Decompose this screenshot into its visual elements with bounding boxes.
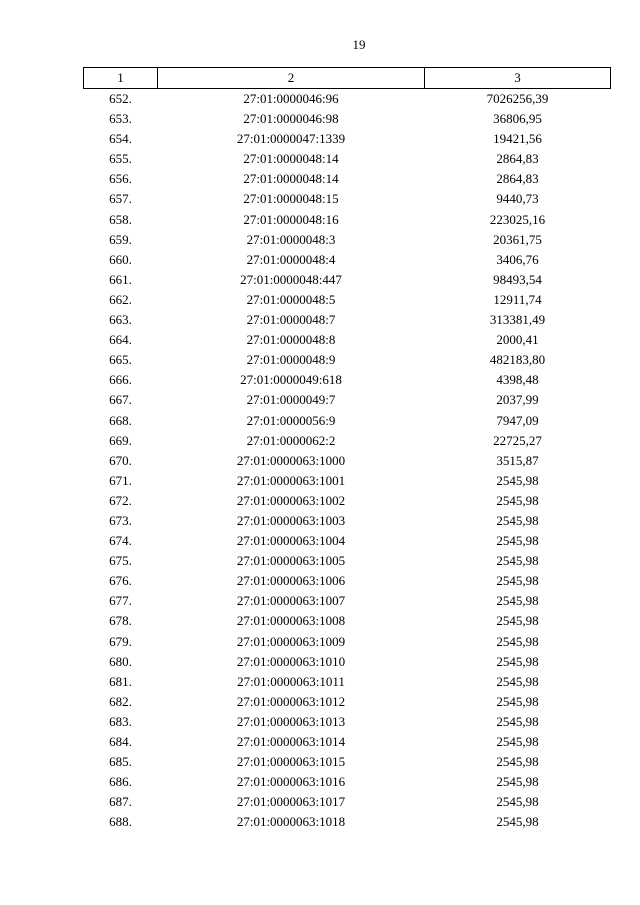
- row-number-cell: 687.: [109, 794, 132, 810]
- row-number-cell: 668.: [109, 412, 132, 428]
- cadastral-number-cell: 27:01:0000063:1003: [236, 512, 346, 528]
- row-number-cell: 679.: [109, 633, 132, 649]
- table-row: [84, 270, 611, 290]
- value-cell: 2545,98: [496, 774, 539, 790]
- table-row: [84, 109, 611, 129]
- table-row: [84, 611, 611, 631]
- table-row: [84, 431, 611, 451]
- cadastral-number-cell: 27:01:0000048:3: [246, 231, 336, 247]
- table-row: [84, 290, 611, 310]
- row-number-cell: 669.: [109, 432, 132, 448]
- value-cell: 2545,98: [496, 653, 539, 669]
- value-cell: 2545,98: [496, 633, 539, 649]
- table-row: [84, 129, 611, 149]
- row-number-cell: 672.: [109, 492, 132, 508]
- table-row: [84, 531, 611, 551]
- row-number-cell: 657.: [109, 191, 132, 207]
- cadastral-number-cell: 27:01:0000062:2: [246, 432, 336, 448]
- value-cell: 2545,98: [496, 693, 539, 709]
- row-number-cell: 652.: [109, 91, 132, 106]
- table-row: [84, 712, 611, 732]
- row-number-cell: 674.: [109, 533, 132, 549]
- table-row: [84, 370, 611, 390]
- row-number-cell: 664.: [109, 332, 132, 348]
- cadastral-number-cell: 27:01:0000048:16: [243, 211, 339, 227]
- table-body: [84, 89, 611, 833]
- row-number-cell: 681.: [109, 673, 132, 689]
- cadastral-number-cell: 27:01:0000048:15: [243, 191, 339, 207]
- cadastral-number-cell: 27:01:0000056:9: [246, 412, 336, 428]
- cadastral-number-cell: 27:01:0000046:96: [243, 91, 339, 106]
- row-number-cell: 675.: [109, 553, 132, 569]
- row-number-cell: 667.: [109, 392, 132, 408]
- table-row: [84, 89, 611, 110]
- cadastral-number-cell: 27:01:0000048:4: [246, 251, 336, 267]
- table-row: [84, 692, 611, 712]
- table-row: [84, 471, 611, 491]
- cadastral-number-cell: 27:01:0000063:1018: [236, 814, 346, 830]
- value-cell: 2545,98: [496, 512, 539, 528]
- value-cell: 482183,80: [489, 352, 546, 368]
- cadastral-number-cell: 27:01:0000049:618: [240, 372, 342, 388]
- value-cell: 2864,83: [496, 151, 539, 167]
- row-number-cell: 653.: [109, 111, 132, 127]
- value-cell: 20361,75: [493, 231, 542, 247]
- value-cell: 7026256,39: [486, 91, 549, 106]
- row-number-cell: 670.: [109, 452, 132, 468]
- cadastral-number-cell: 27:01:0000063:1011: [237, 673, 345, 689]
- cadastral-number-cell: 27:01:0000048:447: [240, 271, 342, 287]
- value-cell: 2545,98: [496, 814, 539, 830]
- table-row: [84, 491, 611, 511]
- value-cell: 9440,73: [496, 191, 539, 207]
- row-number-cell: 658.: [109, 211, 132, 227]
- table-row: [84, 350, 611, 370]
- row-number-cell: 673.: [109, 512, 132, 528]
- row-number-cell: 677.: [109, 593, 132, 609]
- value-cell: 2545,98: [496, 754, 539, 770]
- cadastral-number-cell: 27:01:0000063:1016: [236, 774, 346, 790]
- cadastral-number-cell: 27:01:0000063:1000: [236, 452, 346, 468]
- value-cell: 2545,98: [496, 492, 539, 508]
- row-number-cell: 684.: [109, 734, 132, 749]
- value-cell: 4398,48: [496, 372, 539, 388]
- value-cell: 2037,99: [496, 392, 539, 408]
- table-header: [84, 68, 611, 89]
- value-cell: 2545,98: [496, 794, 539, 810]
- cadastral-number-cell: 27:01:0000049:7: [246, 392, 336, 408]
- value-cell: 313381,49: [489, 312, 546, 328]
- value-cell: 2545,98: [496, 593, 539, 609]
- value-cell: 22725,27: [493, 432, 542, 448]
- row-number-cell: 686.: [109, 774, 132, 790]
- cadastral-number-cell: 27:01:0000063:1012: [236, 693, 346, 709]
- table-row: [84, 672, 611, 692]
- page-number: 19: [352, 37, 366, 52]
- value-cell: 19421,56: [493, 131, 542, 147]
- cadastral-number-cell: 27:01:0000063:1002: [236, 492, 346, 508]
- value-cell: 36806,95: [493, 111, 542, 127]
- row-number-cell: 655.: [109, 151, 132, 167]
- cadastral-number-cell: 27:01:0000048:8: [246, 332, 336, 348]
- value-cell: 2545,98: [496, 573, 539, 589]
- row-number-cell: 661.: [109, 271, 132, 287]
- table-row: [84, 571, 611, 591]
- row-number-cell: 662.: [109, 291, 132, 307]
- cadastral-number-cell: 27:01:0000047:1339: [236, 131, 346, 147]
- table-row: [84, 390, 611, 410]
- row-number-cell: 671.: [109, 472, 132, 488]
- table-row: [84, 652, 611, 672]
- value-cell: 2545,98: [496, 713, 539, 729]
- value-cell: 2864,83: [496, 171, 539, 187]
- cadastral-number-cell: 27:01:0000048:5: [246, 291, 336, 307]
- row-number-cell: 683.: [109, 713, 132, 729]
- cadastral-number-cell: 27:01:0000063:1009: [236, 633, 346, 649]
- value-cell: 2545,98: [496, 472, 539, 488]
- row-number-cell: 682.: [109, 693, 132, 709]
- table-row: [84, 210, 611, 230]
- cadastral-number-cell: 27:01:0000048:14: [243, 171, 339, 187]
- value-cell: 223025,16: [489, 211, 546, 227]
- row-number-cell: 659.: [109, 231, 132, 247]
- cadastral-number-cell: 27:01:0000063:1008: [236, 613, 346, 629]
- value-cell: 2545,98: [496, 734, 539, 749]
- value-cell: 12911,74: [493, 291, 542, 307]
- table-row: [84, 772, 611, 792]
- cadastral-number-cell: 27:01:0000063:1014: [236, 734, 346, 749]
- table-row: [84, 511, 611, 531]
- table-row: [84, 551, 611, 571]
- value-cell: 2000,41: [496, 332, 539, 348]
- row-number-cell: 663.: [109, 312, 132, 328]
- value-cell: 2545,98: [496, 553, 539, 569]
- value-cell: 3515,87: [496, 452, 539, 468]
- table-row: [84, 149, 611, 169]
- row-number-cell: 656.: [109, 171, 132, 187]
- table-row: [84, 330, 611, 350]
- row-number-cell: 685.: [109, 754, 132, 770]
- table-row: [84, 632, 611, 652]
- value-cell: 2545,98: [496, 613, 539, 629]
- header-col-1: 1: [84, 68, 158, 89]
- row-number-cell: 654.: [109, 131, 132, 147]
- table-row: [84, 752, 611, 772]
- cadastral-number-cell: 27:01:0000063:1015: [236, 754, 346, 770]
- value-cell: 2545,98: [496, 673, 539, 689]
- value-cell: 3406,76: [496, 251, 539, 267]
- header-col-3: 3: [425, 68, 611, 89]
- row-number-cell: 680.: [109, 653, 132, 669]
- row-number-cell: 665.: [109, 352, 132, 368]
- header-col-2: 2: [158, 68, 425, 89]
- cadastral-number-cell: 27:01:0000048:7: [246, 312, 336, 328]
- row-number-cell: 678.: [109, 613, 132, 629]
- cadastral-number-cell: 27:01:0000063:1005: [236, 553, 346, 569]
- table-row: [84, 792, 611, 812]
- cadastral-number-cell: 27:01:0000063:1006: [236, 573, 346, 589]
- table-row: [84, 169, 611, 189]
- value-cell: 98493,54: [493, 271, 542, 287]
- table-row: [84, 591, 611, 611]
- table-row: [84, 189, 611, 209]
- row-number-cell: 688.: [109, 814, 132, 830]
- cadastral-number-cell: 27:01:0000063:1017: [236, 794, 346, 810]
- value-cell: 2545,98: [496, 533, 539, 549]
- table-row: [84, 230, 611, 250]
- header-row: [84, 68, 611, 89]
- value-cell: 7947,09: [496, 412, 539, 428]
- cadastral-number-cell: 27:01:0000048:9: [246, 352, 336, 368]
- table-row: [84, 250, 611, 270]
- cadastral-number-cell: 27:01:0000063:1013: [236, 713, 346, 729]
- cadastral-number-cell: 27:01:0000046:98: [243, 111, 339, 127]
- cadastral-number-cell: 27:01:0000063:1007: [236, 593, 346, 609]
- table-row: [84, 812, 611, 832]
- cadastral-number-cell: 27:01:0000048:14: [243, 151, 339, 167]
- cadastral-number-cell: 27:01:0000063:1004: [236, 533, 346, 549]
- row-number-cell: 660.: [109, 251, 132, 267]
- table-row: [84, 310, 611, 330]
- table-row: [84, 732, 611, 752]
- table-row: [84, 451, 611, 471]
- cadastral-number-cell: 27:01:0000063:1001: [236, 472, 346, 488]
- cadastral-table: [83, 67, 611, 832]
- row-number-cell: 666.: [109, 372, 132, 388]
- row-number-cell: 676.: [109, 573, 132, 589]
- cadastral-number-cell: 27:01:0000063:1010: [236, 653, 346, 669]
- table-row: [84, 411, 611, 431]
